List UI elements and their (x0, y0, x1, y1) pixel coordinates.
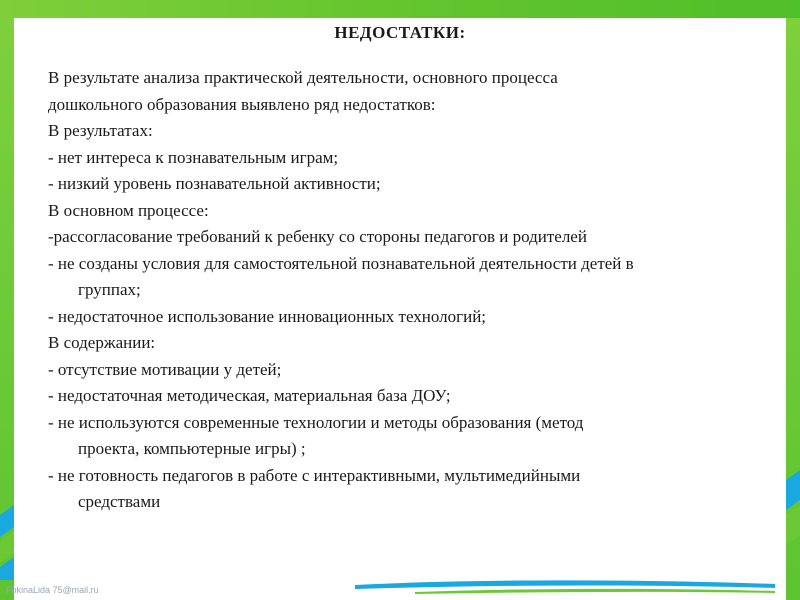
slide-title: НЕДОСТАТКИ: (334, 23, 466, 42)
top-green-border (0, 0, 800, 18)
text-line: В основном процессе: (48, 200, 209, 220)
text-line: средствами (78, 492, 161, 511)
text-line: - нет интереса к познавательным играм; (48, 147, 339, 167)
text-line: - низкий уровень познавательной активности; (48, 174, 381, 193)
slide-content (48, 65, 748, 516)
footer-email: FokinaLida 75@mail.ru (6, 585, 99, 595)
text-line: - не используются современные технологии и методы образования (метод (48, 412, 584, 432)
text-line: - отсутствие мотивации у детей; (48, 359, 282, 379)
text-line: проекта, компьютерные игры) ; (78, 439, 306, 458)
text-line: - недостаточное использование инновационных технологий; (48, 306, 487, 326)
text-line: группах; (78, 280, 141, 299)
text-line: - не созданы условия для самостоятельной познавательной деятельности детей в (48, 253, 634, 273)
left-decoration (0, 505, 18, 580)
bottom-wave-decoration (355, 575, 775, 600)
slide-card (14, 18, 786, 600)
text-line: - не готовность педагогов в работе с интерактивными, мультимедийными (48, 465, 581, 485)
text-line: В результате анализа практической деятельности, основного процесса (48, 68, 558, 87)
text-line: В результатах: (48, 121, 153, 140)
text-line: В содержании: (48, 333, 156, 352)
text-line: -рассогласование требований к ребенку со стороны педагогов и родителей (48, 227, 587, 246)
right-decoration (786, 460, 800, 560)
text-line: - недостаточная методическая, материальная база ДОУ; (48, 386, 451, 405)
text-line: дошкольного образования выявлено ряд недостатков: (48, 94, 436, 114)
